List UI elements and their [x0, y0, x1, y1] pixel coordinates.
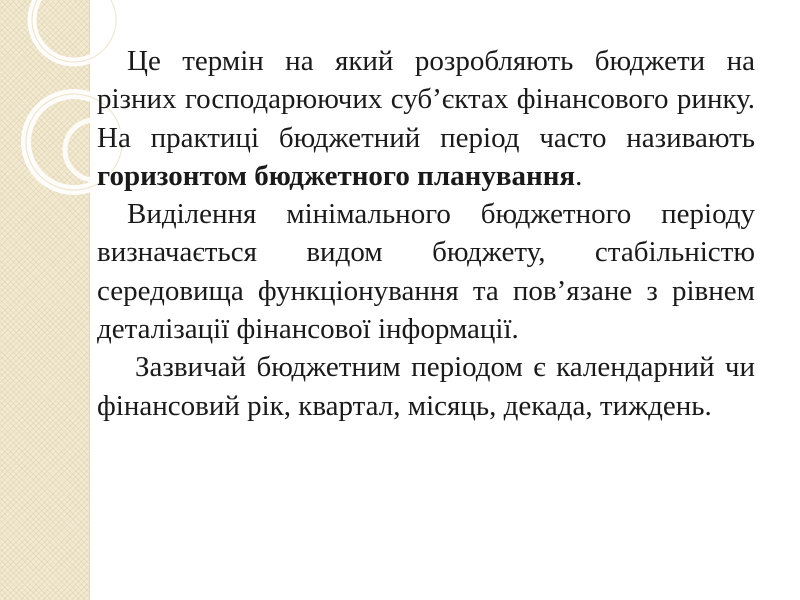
- slide-body-text: [97, 42, 755, 425]
- paragraph-budget-period-definition: [97, 42, 755, 195]
- paragraph-minimal-period: Виділення мінімального бюджетного періоду визначається видом бюджету, стабільністю середовища функціонування та пов’язане з рівнем деталізації фінансової інформації.: [97, 198, 755, 346]
- key-term-budget-planning-horizon: горизонтом бюджетного планування: [97, 159, 576, 192]
- paragraph-typical-periods: Зазвичай бюджетним періодом є календарний чи фінансовий рік, квартал, місяць, декада, тиждень.: [97, 351, 755, 422]
- paragraph-1-end: .: [575, 159, 583, 192]
- paragraph-1-text: Це термін на який розробляють бюджети на різних господарюючих суб’єктах фінансового ринку. На практиці бюджетний період часто називають: [97, 45, 755, 154]
